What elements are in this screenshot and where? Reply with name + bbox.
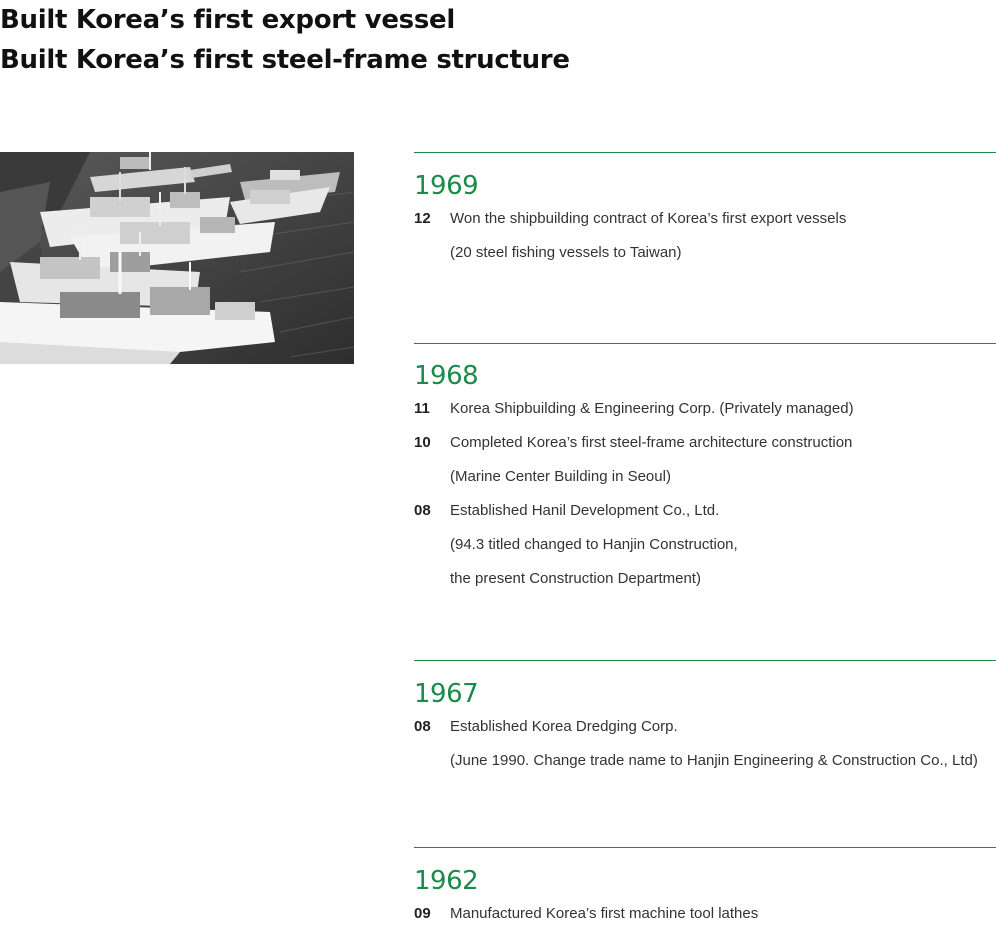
year-heading: 1962 <box>414 866 479 896</box>
timeline-entry <box>414 202 996 270</box>
timeline-entry <box>414 897 996 925</box>
year-block-1969 <box>414 152 996 270</box>
entry-text: (20 steel fishing vessels to Taiwan) <box>450 244 682 261</box>
year-block-1962 <box>414 847 996 925</box>
headline <box>0 0 570 80</box>
entry-month: 11 <box>414 400 430 417</box>
entry-text: Manufactured Korea’s first machine tool lathes <box>450 905 759 922</box>
entry-month: 08 <box>414 718 431 735</box>
timeline-entry <box>414 494 996 596</box>
entry-month: 10 <box>414 434 431 451</box>
year-heading: 1967 <box>414 679 479 709</box>
entry-text: Established Hanil Development Co., Ltd. <box>450 502 720 519</box>
year-heading: 1969 <box>414 171 479 201</box>
entry-text: (Marine Center Building in Seoul) <box>450 468 671 485</box>
entry-text: Won the shipbuilding contract of Korea’s first export vessels <box>450 210 847 227</box>
entry-month: 09 <box>414 905 431 922</box>
timeline-entry <box>414 426 996 494</box>
entry-text: (June 1990. Change trade name to Hanjin Engineering & Construction Co., Ltd) <box>450 752 978 769</box>
entry-month: 08 <box>414 502 431 519</box>
timeline-entry <box>414 392 996 426</box>
entry-text: (94.3 titled changed to Hanjin Construction, <box>450 536 738 553</box>
year-block-1968 <box>414 343 996 596</box>
entry-month: 12 <box>414 210 431 227</box>
entry-text: the present Construction Department) <box>450 570 701 587</box>
entry-text: Korea Shipbuilding & Engineering Corp. (Privately managed) <box>450 400 854 417</box>
year-block-1967 <box>414 660 996 778</box>
entry-text: Completed Korea’s first steel-frame architecture construction <box>450 434 853 451</box>
timeline-entry <box>414 710 996 778</box>
year-heading: 1968 <box>414 361 479 391</box>
ships-at-dock-photo <box>0 152 354 364</box>
headline-line-2: Built Korea’s first steel-frame structure <box>0 45 570 75</box>
headline-line-1: Built Korea’s first export vessel <box>0 5 455 35</box>
entry-text: Established Korea Dredging Corp. <box>450 718 678 735</box>
